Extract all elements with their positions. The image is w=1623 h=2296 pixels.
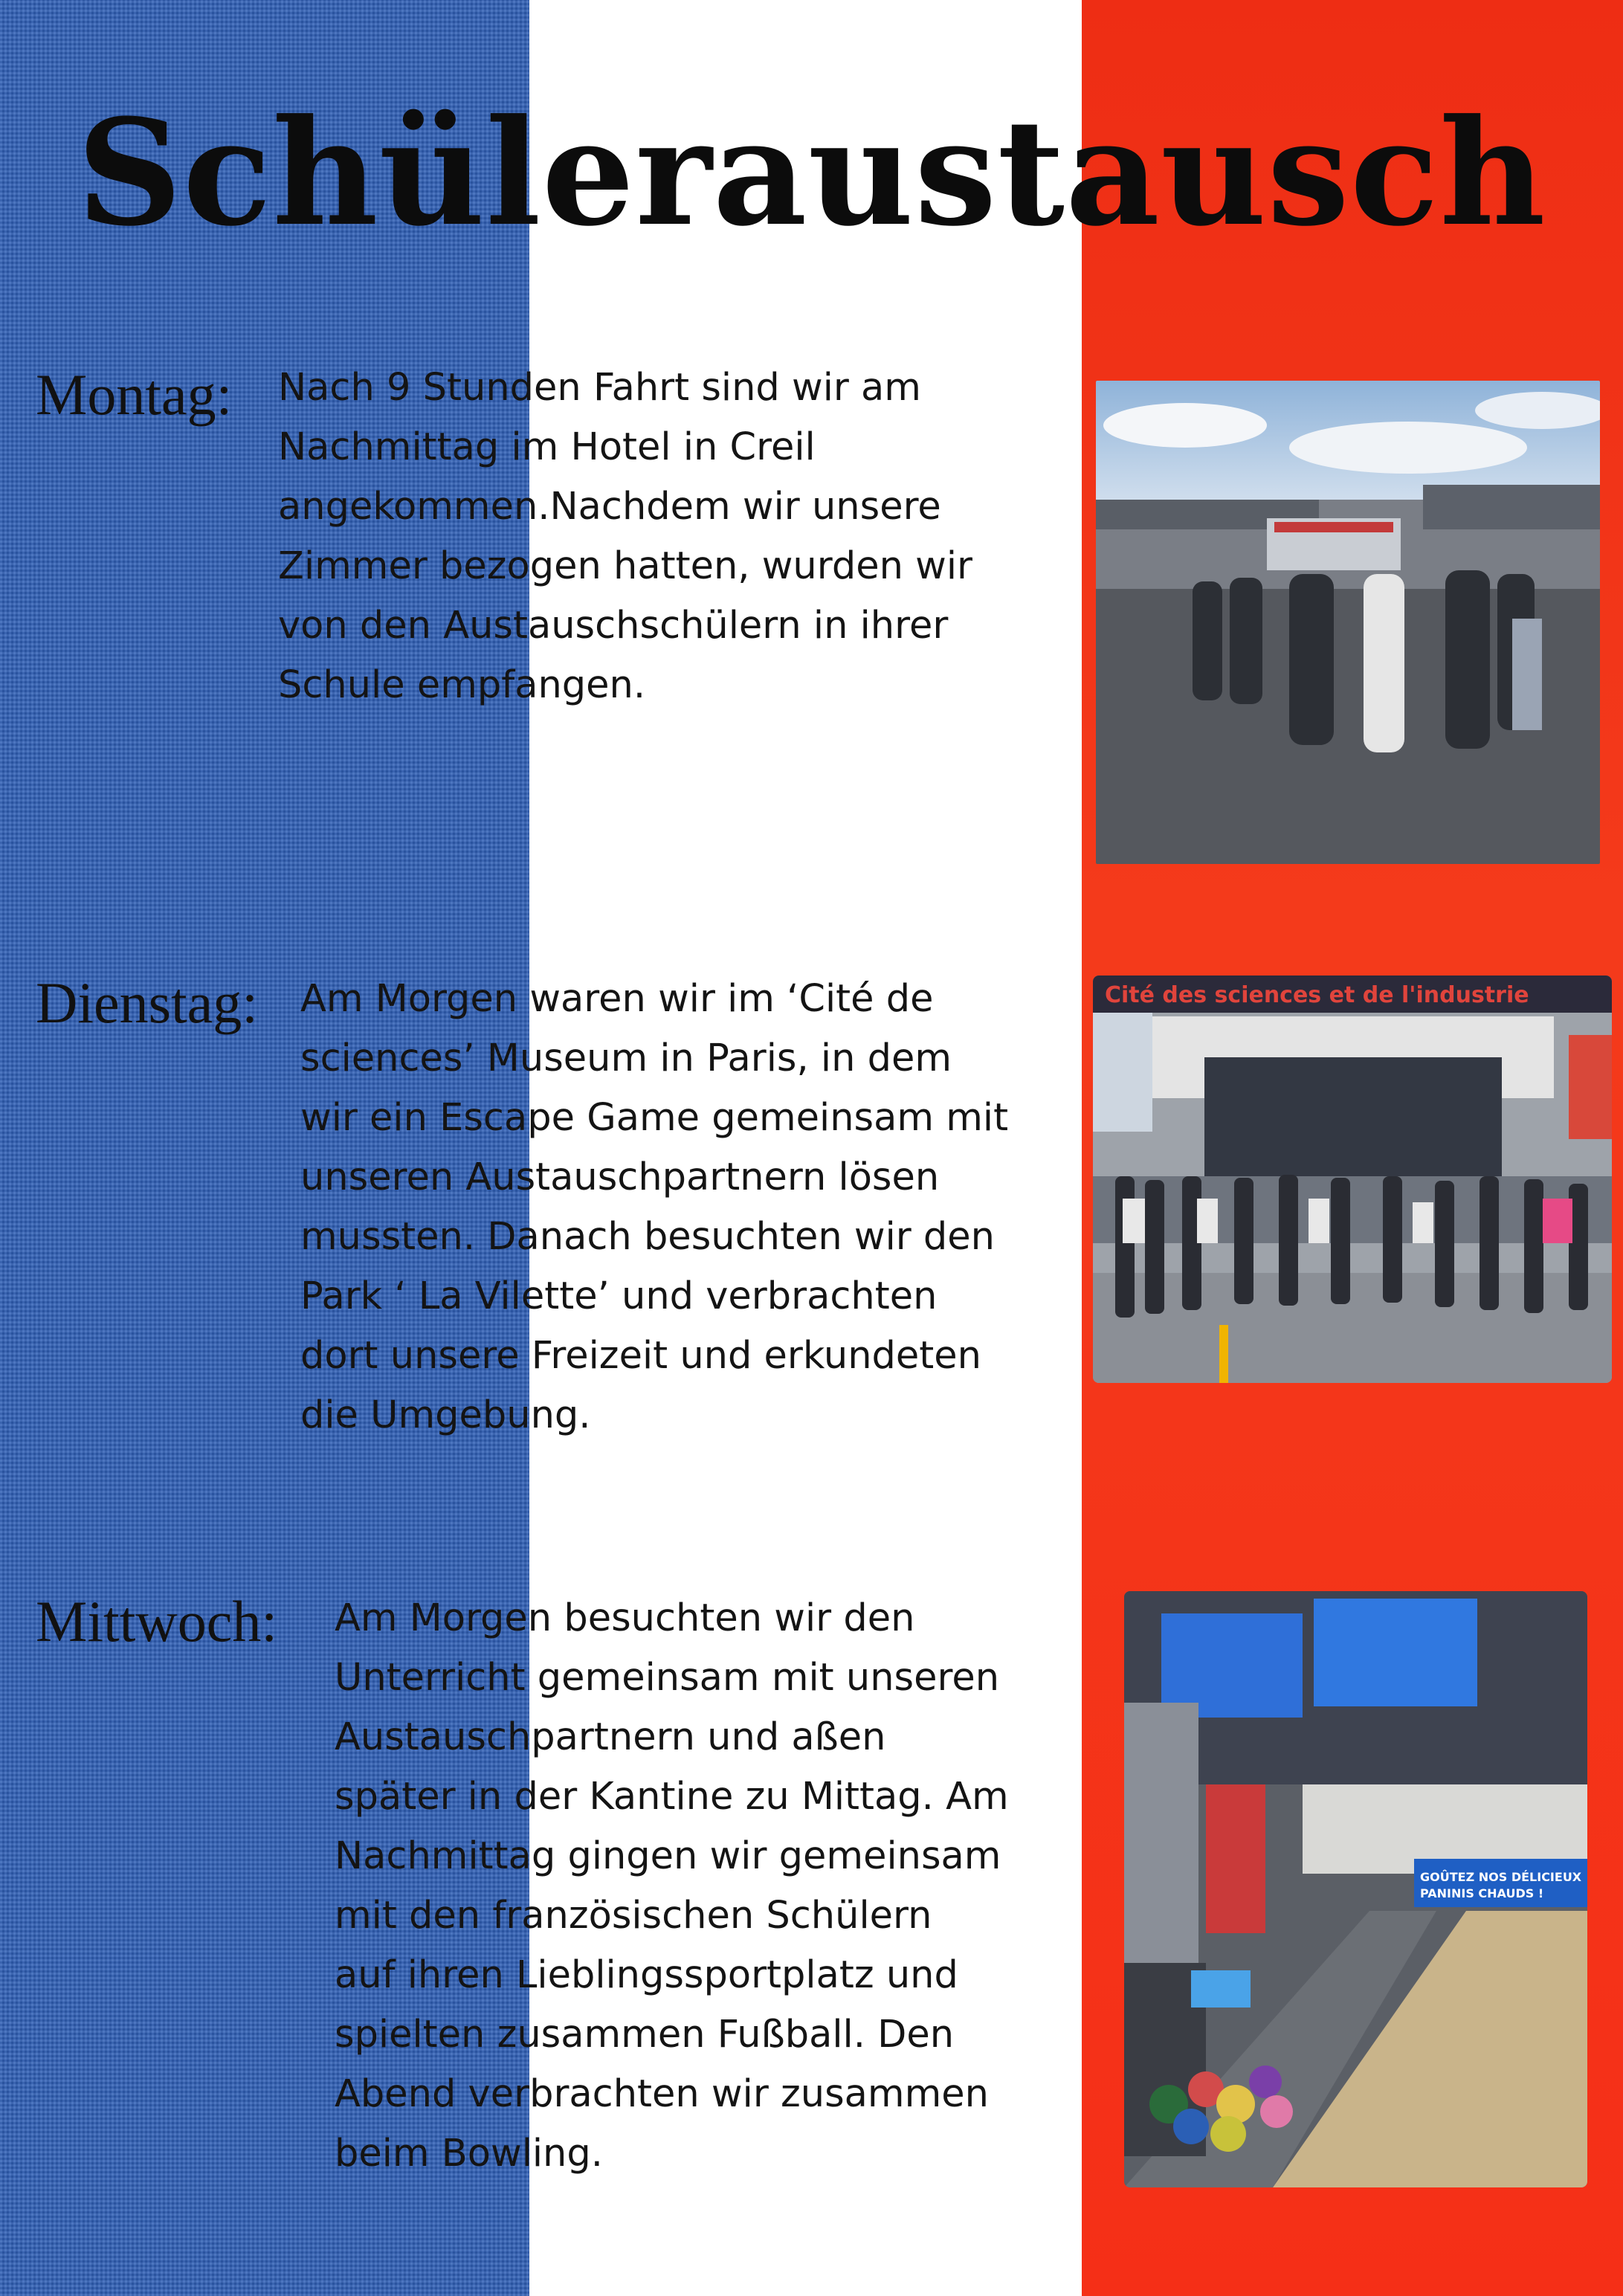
text-line: Schule empfangen. [278,663,646,707]
text-line: mit den französischen Schülern [335,1894,932,1938]
text-line: wir ein Escape Game gemeinsam mit [300,1096,1009,1140]
text-line: unseren Austauschpartnern lösen [300,1155,940,1199]
text-line: Nachmittag im Hotel in Creil [278,425,816,469]
text-line: Nach 9 Stunden Fahrt sind wir am [278,366,921,410]
day-text-mittwoch [335,1589,1009,2184]
text-line: auf ihren Lieblingssportplatz und [335,1953,958,1997]
bowling-sign-text-2: PANINIS CHAUDS ! [1420,1886,1544,1900]
text-line: später in der Kantine zu Mittag. Am [335,1775,1009,1819]
day-label-dienstag: Dienstag: [36,970,258,1035]
text-line: dort unsere Freizeit und erkundeten [300,1334,981,1378]
text-line: Zimmer bezogen hatten, wurden wir [278,544,972,588]
page-title: Schüleraustausch [77,88,1546,259]
bowling-sign-text: GOÛTEZ NOS DÉLICIEUX [1420,1870,1582,1884]
students-walking-photo [1096,381,1600,864]
text-line: beim Bowling. [335,2132,603,2176]
text-line: Nachmittag gingen wir gemeinsam [335,1834,1001,1878]
day-text-dienstag [300,970,1008,1445]
museum-sign-text: Cité des sciences et de l'industrie [1105,982,1529,1008]
text-line: spielten zusammen Fußball. Den [335,2013,955,2057]
text-line: Am Morgen waren wir im ‘Cité de [300,977,934,1021]
text-line: von den Austauschschülern in ihrer [278,604,949,648]
bowling-alley-photo [1124,1591,1587,2187]
text-line: Abend verbrachten wir zusammen [335,2072,989,2116]
text-line: die Umgebung. [300,1393,591,1437]
day-label-montag: Montag: [36,362,233,427]
text-line: Austauschpartnern und aßen [335,1715,886,1759]
day-text-montag [278,358,972,715]
text-line: Unterricht gemeinsam mit unseren [335,1656,1000,1700]
text-line: angekommen.Nachdem wir unsere [278,485,941,529]
text-line: Park ‘ La Vilette’ und verbrachten [300,1274,938,1318]
text-line: Am Morgen besuchten wir den [335,1596,915,1640]
group-photo-museum [1093,976,1612,1383]
text-line: sciences’ Museum in Paris, in dem [300,1036,952,1080]
text-line: mussten. Danach besuchten wir den [300,1215,995,1259]
day-label-mittwoch: Mittwoch: [36,1589,277,1654]
